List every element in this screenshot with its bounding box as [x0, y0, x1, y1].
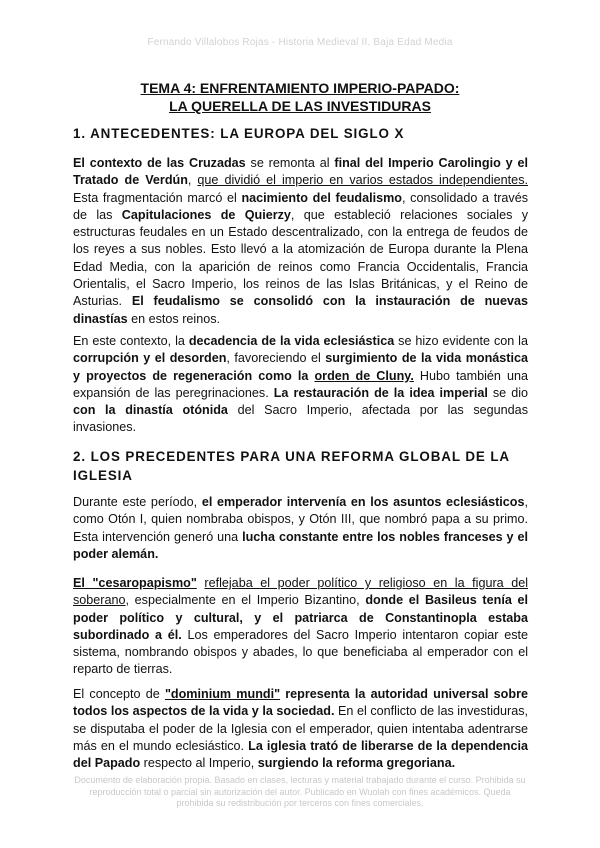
text-span: Esta fragmentación marcó el — [73, 190, 242, 205]
text-span: El concepto de — [73, 687, 165, 701]
text-span: Hubo también una expansión de las peregrinaciones. — [73, 368, 528, 400]
text-span: nacimiento del feudalismo — [241, 190, 402, 205]
section2-paragraph1 — [73, 494, 528, 563]
text-span: representa la autoridad universal sobre todos los aspectos de la vida y la sociedad. — [73, 687, 528, 719]
text-span: , favoreciendo el — [226, 351, 326, 366]
page-header: Fernando Villalobos Rojas - Historia Medieval II. Baja Edad Media — [147, 37, 453, 48]
text-span: el emperador intervenía en los asuntos eclesiásticos — [201, 495, 525, 509]
text-span: surgiendo la reforma gregoriana. — [257, 756, 456, 771]
section2-paragraph2 — [73, 575, 528, 679]
section1-paragraph1 — [73, 155, 528, 328]
text-span: La restauración de la idea imperial — [273, 385, 488, 400]
text-span: respecto al Imperio, — [140, 756, 258, 771]
text-span: que dividió el imperio en varios estados independientes. — [197, 173, 528, 188]
text-span: Durante este período, — [73, 495, 202, 509]
text-span: donde el Basileus tenía el poder político y cultural, y el patriarca de Constantinopla estaba subordinado a él. — [73, 593, 528, 642]
section2-paragraph3 — [73, 686, 528, 772]
text-span: se dio — [487, 385, 528, 400]
text-span: corrupción y el desorden — [73, 351, 227, 366]
text-span: , consolidado a través de las — [73, 190, 529, 222]
text-span: En el conflicto de las investiduras, se disputaba el poder de la Iglesia con el emperador, quien intentaba adentrarse más en el mundo eclesiástico. — [73, 704, 528, 753]
text-span: reflejaba el poder político y religioso en la figura del soberano — [73, 576, 529, 608]
text-span: con la dinastía otónida — [73, 403, 228, 418]
text-span: El contexto de las Cruzadas — [73, 156, 246, 170]
text-span: se hizo evidente con la — [394, 334, 528, 348]
text-span: decadencia de la vida eclesiástica — [188, 334, 395, 348]
text-span: El "cesaropapismo" — [73, 576, 197, 590]
text-span: Los emperadores del Sacro Imperio intentaron copiar este sistema, nombrando obispos y abades, lo que beneficiaba al emperador con el reparto de tierras. — [73, 627, 528, 677]
text-span: La iglesia trató de liberarse de la dependencia del Papado — [73, 738, 529, 771]
text-span: en estos reinos. — [127, 311, 220, 326]
text-span: se remonta al — [245, 156, 335, 170]
text-span: lucha constante entre los nobles franceses y el poder alemán. — [73, 529, 528, 561]
text-span: En este contexto, la — [73, 334, 189, 348]
text-span: , como Otón I, quien nombraba obispos, y Otón III, que nombró papa a su primo. Esta intervención generó una — [73, 495, 528, 544]
text-span: , que estableció relaciones sociales y estructuras feudales en un Estado descentralizado, con la entrega de feudos de los reyes a sus nobles. Esto llevó a la atomización de Europa durante la Plena Edad Media, con la aparición de reinos como Francia Occidentalis, Francia Orientalis, el Sacro Imperio, los reinos de las Islas Británicas, y el Reino de Asturias. — [73, 207, 529, 309]
section2-heading: 2. LOS PRECEDENTES PARA UNA REFORMA GLOBAL DE LA IGLESIA — [73, 449, 510, 483]
page-title-line2: LA QUERELLA DE LAS INVESTIDURAS — [169, 98, 431, 114]
text-span: del Sacro Imperio, afectada por las segundas invasiones. — [73, 403, 528, 435]
text-span: , especialmente en el Imperio Bizantino, — [125, 593, 366, 608]
page-footer-notice: Documento de elaboración propia. Basado en clases, lecturas y material trabajado durante el curso. Prohibida su reproducción total o parcial sin autorización del autor. Publicado en Wuolah con fines académicos. Queda prohibida su redistribución por terceros con fines comerciales. — [74, 775, 526, 808]
text-span: Capitulaciones de Quierzy — [121, 207, 291, 222]
text-span: surgimiento de la vida monástica y proyectos de regeneración como la — [73, 351, 528, 383]
text-span: final del Imperio Carolingio y el Tratado de Verdún — [73, 156, 528, 188]
text-span: orden de Cluny. — [314, 368, 414, 383]
text-span: El feudalismo se consolidó con la instauración de nuevas dinastías — [73, 294, 528, 326]
section1-paragraph2 — [73, 333, 528, 437]
section1-heading: 1. ANTECEDENTES: LA EUROPA DEL SIGLO X — [73, 126, 405, 141]
text-span: , — [187, 173, 198, 188]
page-title-line1: TEMA 4: ENFRENTAMIENTO IMPERIO-PAPADO: — [140, 80, 460, 96]
text-span: "dominium mundi" — [164, 687, 281, 701]
